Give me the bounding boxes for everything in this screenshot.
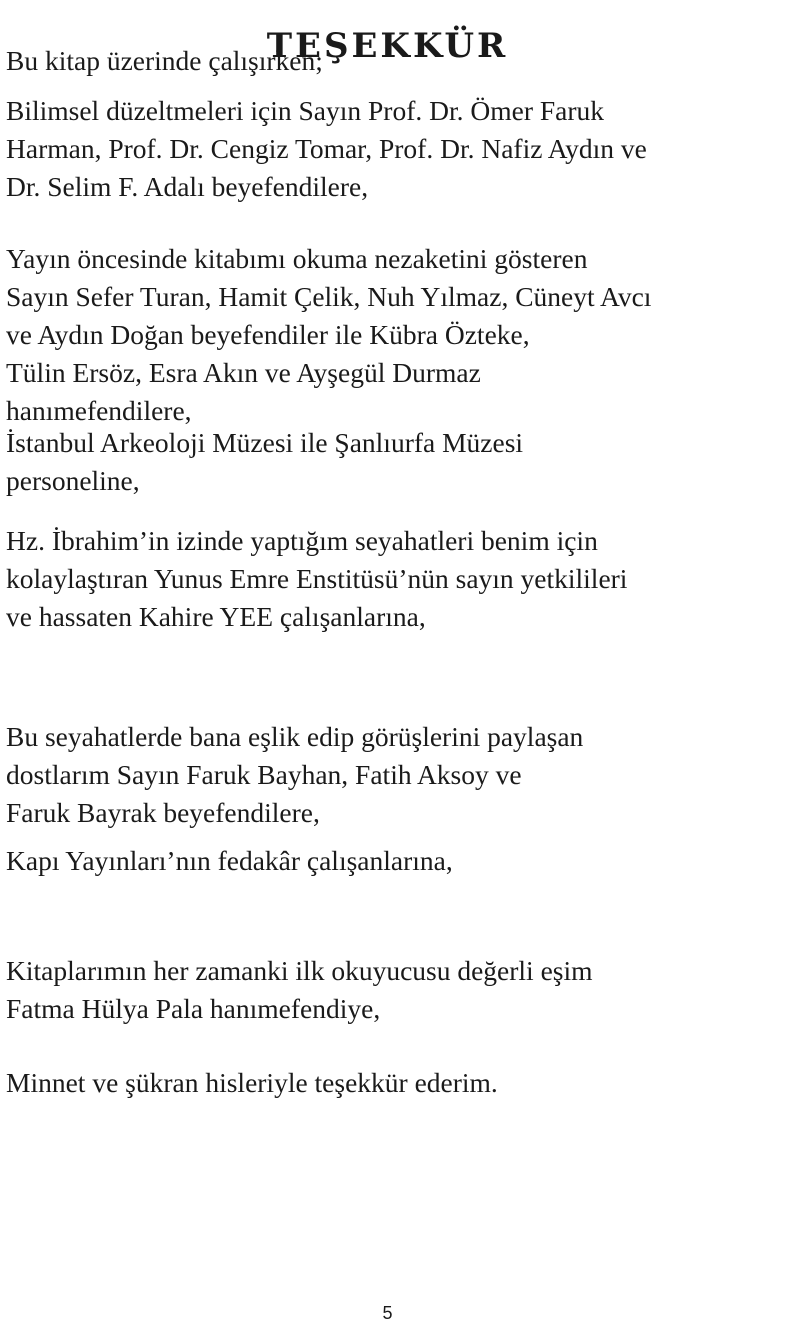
text-line: ve hassaten Kahire YEE çalışanlarına,: [6, 601, 426, 632]
text-line: dostlarım Sayın Faruk Bayhan, Fatih Aksoy ve: [6, 759, 522, 790]
acknowledgement-paragraph: [6, 522, 627, 636]
text-line: kolaylaştıran Yunus Emre Enstitüsü’nün sayın yetkilileri: [6, 563, 628, 594]
text-line: Yayın öncesinde kitabımı okuma nezaketini gösteren: [6, 243, 588, 274]
acknowledgement-paragraph: [6, 952, 593, 1028]
acknowledgement-paragraph: [6, 718, 583, 832]
text-line: Bu kitap üzerinde çalışırken;: [6, 45, 323, 76]
text-line: Kitaplarımın her zamanki ilk okuyucusu değerli eşim: [6, 955, 593, 986]
text-line: Hz. İbrahim’in izinde yaptığım seyahatleri benim için: [6, 525, 598, 556]
acknowledgement-paragraph: [6, 842, 453, 880]
text-line: hanımefendilere,: [6, 395, 192, 426]
text-line: personeline,: [6, 465, 140, 496]
acknowledgement-paragraph: [6, 92, 647, 206]
text-line: Bu seyahatlerde bana eşlik edip görüşlerini paylaşan: [6, 721, 584, 752]
text-line: Faruk Bayrak beyefendilere,: [6, 797, 320, 828]
text-line: Minnet ve şükran hisleriyle teşekkür ederim.: [6, 1067, 498, 1098]
text-line: Dr. Selim F. Adalı beyefendilere,: [6, 171, 369, 202]
page-title: TEŞEKKÜR: [266, 25, 509, 66]
acknowledgement-paragraph: [6, 240, 651, 430]
acknowledgement-paragraph: [6, 424, 523, 500]
text-line: Harman, Prof. Dr. Cengiz Tomar, Prof. Dr. Nafiz Aydın ve: [6, 133, 647, 164]
text-line: Tülin Ersöz, Esra Akın ve Ayşegül Durmaz: [6, 357, 481, 388]
acknowledgement-paragraph: [6, 42, 323, 80]
page-number: 5: [382, 1303, 393, 1323]
text-line: İstanbul Arkeoloji Müzesi ile Şanlıurfa Müzesi: [6, 427, 524, 458]
acknowledgement-paragraph: [6, 1064, 498, 1102]
text-line: Bilimsel düzeltmeleri için Sayın Prof. Dr. Ömer Faruk: [6, 95, 605, 126]
text-line: Kapı Yayınları’nın fedakâr çalışanlarına,: [6, 845, 453, 876]
text-line: ve Aydın Doğan beyefendiler ile Kübra Özteke,: [6, 319, 530, 350]
text-line: Fatma Hülya Pala hanımefendiye,: [6, 993, 381, 1024]
text-line: Sayın Sefer Turan, Hamit Çelik, Nuh Yılmaz, Cüneyt Avcı: [6, 281, 652, 312]
